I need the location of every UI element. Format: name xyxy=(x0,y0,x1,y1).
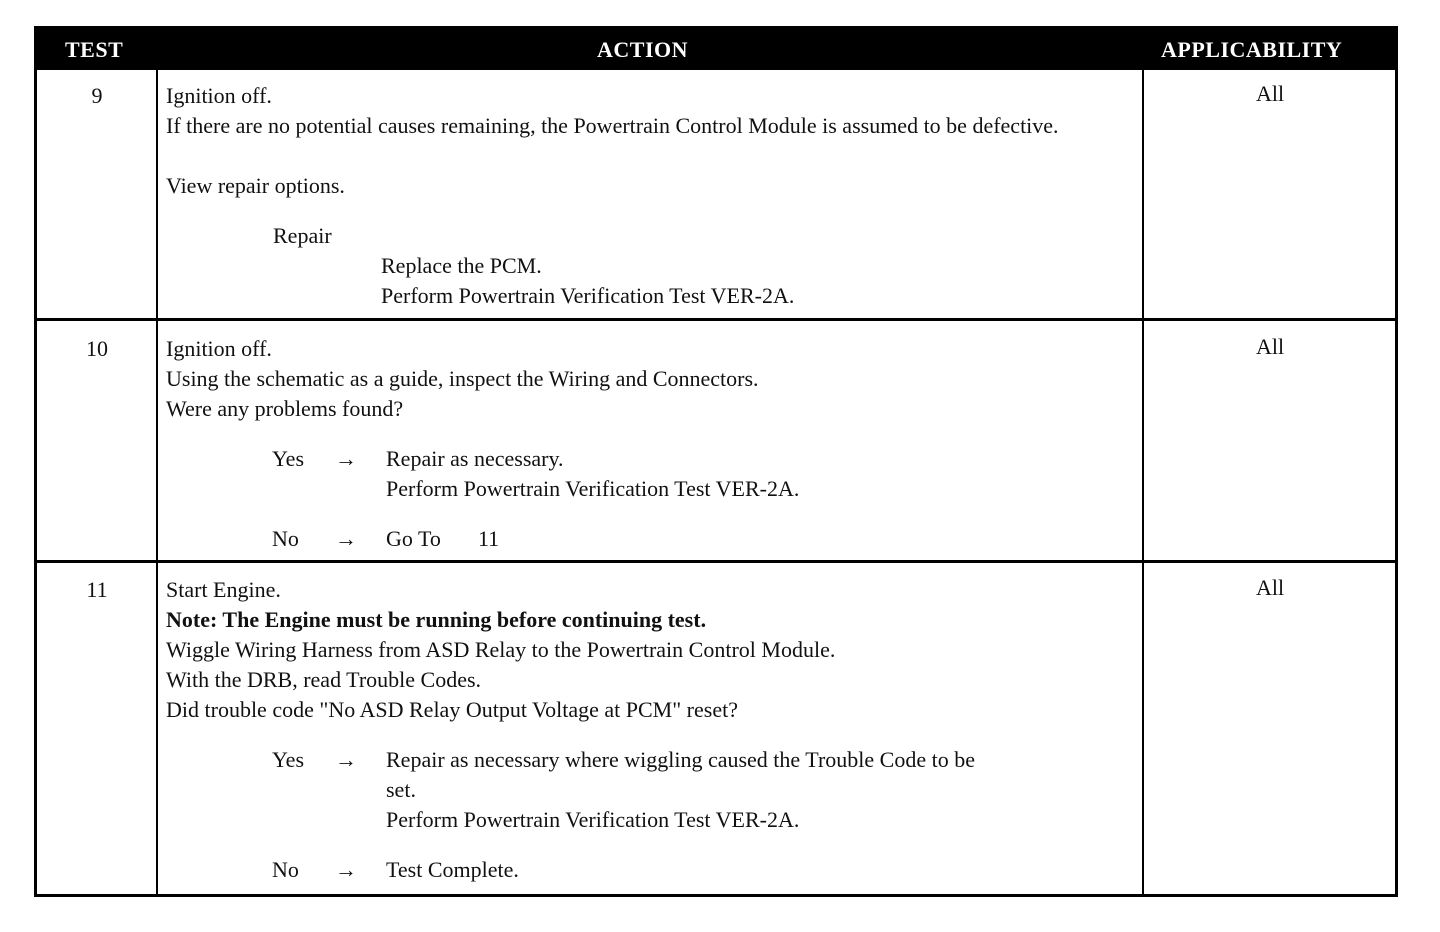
action-line: Did trouble code "No ASD Relay Output Voltage at PCM" reset? xyxy=(166,697,738,722)
yes-line: Repair as necessary. xyxy=(386,446,564,471)
yes-line: Repair as necessary where wiggling caused the Trouble Code to be xyxy=(386,747,975,772)
go-to-target: 11 xyxy=(478,526,500,551)
row-divider xyxy=(37,560,1395,563)
applicability-value: All xyxy=(1255,334,1285,359)
no-label: No xyxy=(272,526,299,551)
arrow-icon: → xyxy=(335,446,357,471)
test-number: 9 xyxy=(91,83,103,108)
yes-label: Yes xyxy=(272,747,305,772)
header-action: ACTION xyxy=(597,37,689,62)
yes-line: Perform Powertrain Verification Test VER-2A. xyxy=(386,807,800,832)
repair-label: Repair xyxy=(273,223,332,248)
action-line: If there are no potential causes remaining, the Powertrain Control Module is assumed to be defective. xyxy=(166,113,1059,138)
action-line: Wiggle Wiring Harness from ASD Relay to the Powertrain Control Module. xyxy=(166,637,836,662)
no-text: Go To xyxy=(386,526,441,551)
arrow-icon: → xyxy=(335,857,357,882)
test-number: 11 xyxy=(86,577,108,602)
arrow-icon: → xyxy=(335,526,357,551)
action-line: Ignition off. xyxy=(166,336,272,361)
repair-line: Replace the PCM. xyxy=(381,253,542,278)
diagnostic-test-table xyxy=(34,26,1398,897)
yes-label: Yes xyxy=(272,446,305,471)
header-test: TEST xyxy=(65,37,124,62)
no-text: Test Complete. xyxy=(386,857,519,882)
row-divider xyxy=(37,318,1395,321)
note-line: Note: The Engine must be running before continuing test. xyxy=(166,607,707,632)
yes-line: Perform Powertrain Verification Test VER-2A. xyxy=(386,476,800,501)
action-line: With the DRB, read Trouble Codes. xyxy=(166,667,482,692)
action-line: Ignition off. xyxy=(166,83,272,108)
applicability-value: All xyxy=(1255,575,1285,600)
yes-line: set. xyxy=(386,777,416,802)
action-line: Using the schematic as a guide, inspect the Wiring and Connectors. xyxy=(166,366,759,391)
arrow-icon: → xyxy=(335,747,357,772)
action-line: Were any problems found? xyxy=(166,396,404,421)
header-applicability: APPLICABILITY xyxy=(1161,37,1343,62)
repair-line: Perform Powertrain Verification Test VER-2A. xyxy=(381,283,795,308)
applicability-value: All xyxy=(1255,81,1285,106)
column-divider xyxy=(156,70,158,897)
action-line: Start Engine. xyxy=(166,577,281,602)
column-divider xyxy=(1142,70,1144,897)
no-label: No xyxy=(272,857,299,882)
action-line: View repair options. xyxy=(166,173,345,198)
table-header xyxy=(37,29,1395,70)
test-number: 10 xyxy=(86,336,108,361)
